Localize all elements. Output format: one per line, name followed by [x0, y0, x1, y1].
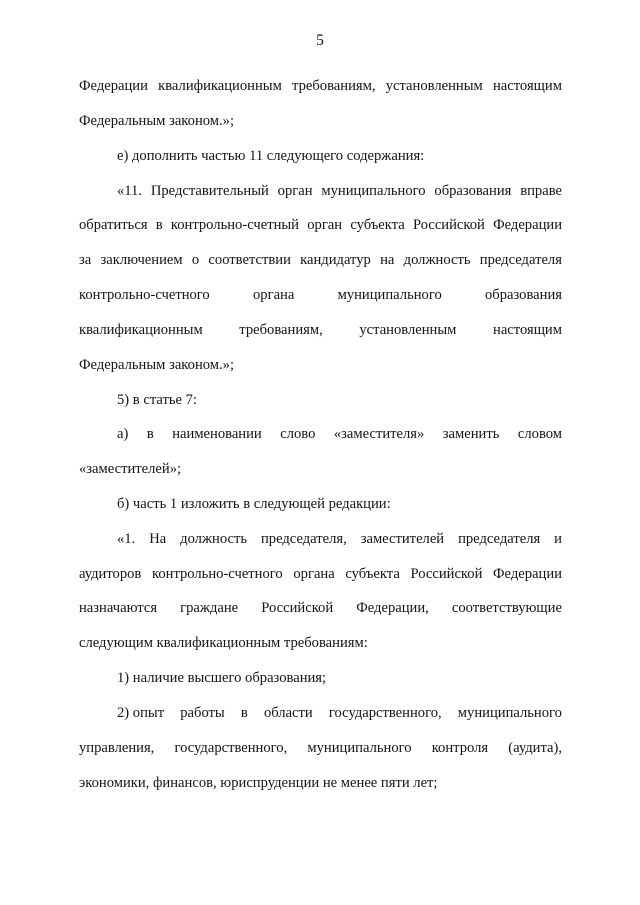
word: «1. [117, 531, 136, 547]
word: председателя, [260, 531, 347, 547]
text-line-8 [79, 321, 562, 339]
word: квалификационным [158, 78, 282, 94]
text-line-1 [79, 77, 562, 95]
word: председателя [458, 531, 541, 547]
text-line-12: «заместителей»; [79, 461, 182, 477]
text-line-3: е) дополнить частью 11 следующего содержания: [117, 148, 425, 164]
text-line-2: Федеральным законом.»; [79, 113, 235, 129]
text-line-16 [79, 599, 562, 617]
word: контрольно-счетный [170, 217, 299, 233]
word: установленным [359, 322, 457, 338]
word: муниципального [337, 287, 442, 303]
word: и [554, 531, 562, 547]
word: орган [307, 217, 343, 233]
word: Российской [261, 600, 334, 616]
word: контроля [431, 740, 489, 756]
word: слово [280, 426, 316, 442]
text-line-14 [117, 530, 562, 548]
text-line-19 [117, 704, 562, 722]
word: квалификационным [79, 322, 203, 338]
text-line-15 [79, 565, 562, 583]
word: органа [293, 566, 335, 582]
word: наименовании [172, 426, 262, 442]
text-line-20 [79, 739, 562, 757]
word: государственного, [328, 705, 442, 721]
word: управления, [79, 740, 155, 756]
word: образования [485, 287, 562, 303]
word: заменить [442, 426, 500, 442]
word: государственного, [174, 740, 288, 756]
word: муниципального [321, 183, 426, 199]
word: соответствующие [451, 600, 562, 616]
word: должность [403, 252, 471, 268]
word: области [263, 705, 313, 721]
word: должность [180, 531, 248, 547]
word: настоящим [493, 322, 562, 338]
word: установленным [385, 78, 483, 94]
word: органа [252, 287, 295, 303]
word: заместителей [360, 531, 445, 547]
word: требованиям, [292, 78, 376, 94]
word: вправе [520, 183, 562, 199]
text-line-4 [117, 182, 562, 200]
word: образования [434, 183, 512, 199]
word: требованиям, [239, 322, 323, 338]
text-line-10: 5) в статье 7: [117, 392, 197, 408]
word: субъекта [350, 217, 405, 233]
word: работы [180, 705, 225, 721]
word: граждане [180, 600, 239, 616]
word: в [146, 426, 154, 442]
word: орган [277, 183, 313, 199]
text-line-17: следующим квалификационным требованиям: [79, 635, 368, 651]
word: в [240, 705, 248, 721]
page-number: 5 [316, 32, 324, 49]
word: контрольно-счетного [151, 566, 283, 582]
word: а) [117, 426, 129, 442]
word: (аудита), [508, 740, 562, 756]
word: обратиться [79, 217, 148, 233]
word: «заместителя» [333, 426, 425, 442]
word: назначаются [79, 600, 158, 616]
word: «11. [117, 183, 142, 199]
word: Федерации, [356, 600, 429, 616]
text-line-5 [79, 216, 562, 234]
word: за [79, 252, 92, 268]
word: словом [517, 426, 562, 442]
text-line-13: б) часть 1 изложить в следующей редакции: [117, 496, 391, 512]
word: соответствии [208, 252, 291, 268]
word: 2) опыт [117, 705, 165, 721]
word: кандидатур [300, 252, 371, 268]
word: в [155, 217, 163, 233]
word: председателя [479, 252, 562, 268]
text-line-7 [79, 286, 562, 304]
text-line-11 [117, 425, 562, 443]
word: Федерации [79, 78, 148, 94]
word: На [149, 531, 167, 547]
text-line-18: 1) наличие высшего образования; [117, 670, 327, 686]
word: Представительный [150, 183, 269, 199]
word: субъекта [345, 566, 400, 582]
word: Федерации [493, 217, 562, 233]
word: муниципального [307, 740, 412, 756]
text-line-21: экономики, финансов, юриспруденции не менее пяти лет; [79, 775, 438, 791]
word: контрольно-счетного [79, 287, 210, 303]
word: Федерации [493, 566, 562, 582]
word: настоящим [492, 78, 562, 94]
word: заключением [100, 252, 183, 268]
word: Российской [410, 566, 483, 582]
text-line-6 [79, 251, 562, 269]
text-line-9: Федеральным законом.»; [79, 357, 235, 373]
word: о [191, 252, 200, 268]
word: аудиторов [79, 566, 142, 582]
word: муниципального [457, 705, 562, 721]
word: Российской [412, 217, 485, 233]
word: на [380, 252, 395, 268]
